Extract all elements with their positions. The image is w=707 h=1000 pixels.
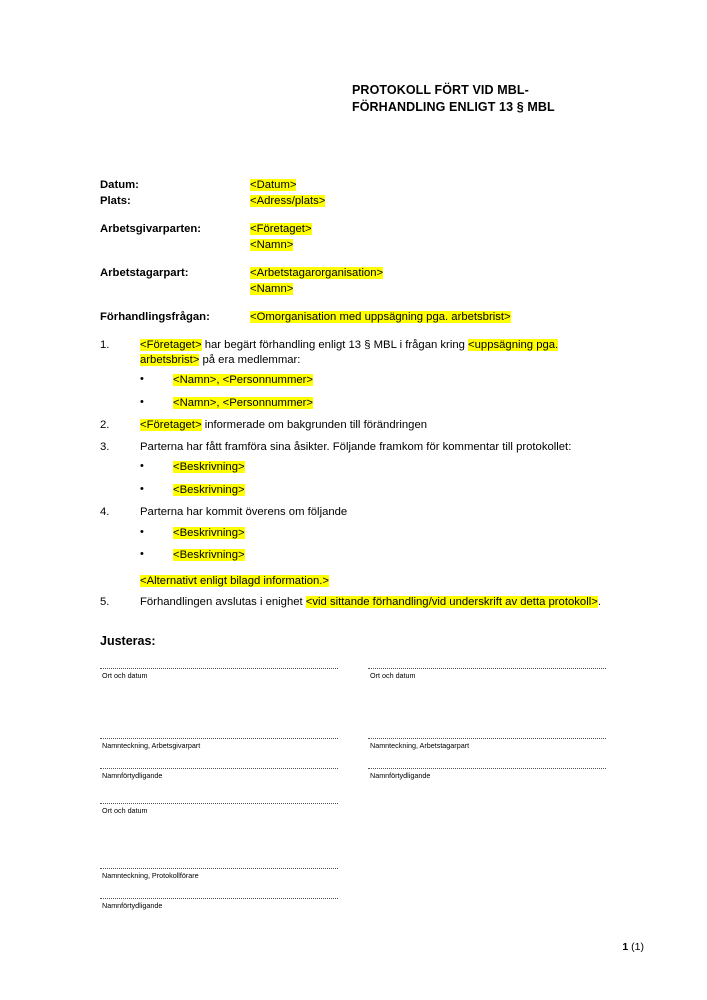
highlighted-placeholder: <Företaget> — [140, 419, 202, 431]
clause-item — [100, 505, 605, 588]
clause-text — [140, 595, 605, 610]
signature-caption: Namnteckning, Arbetsgivarpart — [102, 741, 201, 750]
metadata-value-group — [250, 178, 620, 194]
clause-text-run: informerade om bakgrunden till förändringen — [201, 419, 428, 431]
signature-caption: Ort och datum — [370, 671, 416, 680]
highlighted-placeholder: <Omorganisation med uppsägning pga. arbetsbrist> — [250, 311, 511, 323]
signature-field[interactable] — [100, 668, 338, 681]
clause-text-run: . — [597, 596, 601, 608]
highlighted-placeholder: <Beskrivning> — [173, 483, 245, 496]
signature-field[interactable] — [368, 738, 606, 751]
clause-text — [140, 505, 605, 520]
signature-field[interactable] — [100, 868, 338, 881]
list-item — [140, 483, 605, 498]
metadata-value-group — [250, 194, 620, 210]
clause-item — [100, 440, 605, 498]
numbered-clause-list — [100, 338, 605, 617]
clause-item — [100, 338, 605, 410]
clause-item — [100, 595, 605, 610]
clause-text — [140, 338, 605, 367]
footer-total-pages: (1) — [631, 941, 644, 953]
clause-number: 4. — [100, 506, 110, 518]
page-footer — [0, 941, 707, 953]
clause-item — [100, 418, 605, 433]
list-item — [140, 460, 605, 475]
clause-number: 5. — [100, 596, 110, 608]
signature-field[interactable] — [100, 768, 338, 781]
clause-alternative-note — [140, 574, 605, 589]
metadata-row — [100, 310, 620, 326]
highlighted-placeholder: <uppsägning pga. arbetsbrist> — [140, 339, 559, 366]
highlighted-placeholder: <vid sittande förhandling/vid underskrift av detta protokoll> — [305, 596, 598, 608]
clause-text-run: Parterna har fått framföra sina åsikter. Följande framkom för kommentar till protokollet: — [140, 440, 572, 453]
footer-current-page: 1 — [622, 941, 629, 953]
signature-section-heading: Justeras: — [100, 634, 156, 648]
clause-text — [140, 440, 605, 455]
metadata-row — [100, 222, 620, 253]
metadata-row — [100, 178, 620, 194]
clause-number: 2. — [100, 419, 110, 431]
metadata-value — [250, 178, 620, 194]
highlighted-placeholder: <Arbetstagarorganisation> — [250, 267, 384, 279]
highlighted-placeholder: <Adress/plats> — [250, 194, 326, 207]
signature-field[interactable] — [368, 768, 606, 781]
metadata-fields — [100, 178, 620, 326]
highlighted-placeholder: <Datum> — [250, 179, 297, 191]
list-item — [140, 396, 605, 411]
metadata-label: Förhandlingsfrågan: — [100, 311, 210, 323]
highlighted-placeholder: <Alternativt enligt bilagd information.> — [140, 574, 330, 587]
clause-bullet-list — [140, 460, 605, 497]
list-item — [140, 526, 605, 541]
document-title-line-1: PROTOKOLL FÖRT VID MBL- — [352, 83, 529, 97]
metadata-value — [250, 310, 620, 326]
document-title-line-2: FÖRHANDLING ENLIGT 13 § MBL — [352, 100, 555, 114]
metadata-value-group — [250, 310, 620, 326]
clause-bullet-list — [140, 373, 605, 410]
highlighted-placeholder: <Beskrivning> — [173, 526, 245, 539]
clause-text-run: Förhandlingen avslutas i enighet — [140, 596, 306, 608]
metadata-value-group — [250, 266, 620, 297]
clause-text-run: Parterna har kommit överens om följande — [140, 506, 348, 518]
signature-field[interactable] — [368, 668, 606, 681]
highlighted-placeholder: <Beskrivning> — [173, 461, 245, 473]
clause-text-run: har begärt förhandling enligt 13 § MBL i frågan kring — [201, 339, 469, 351]
signature-caption: Namnförtydligande — [102, 901, 163, 910]
signature-caption: Ort och datum — [102, 806, 148, 815]
highlighted-placeholder: <Namn> — [250, 282, 294, 295]
metadata-value — [250, 282, 620, 298]
metadata-value — [250, 222, 620, 238]
signature-caption: Namnförtydligande — [370, 771, 431, 780]
metadata-label: Arbetstagarpart: — [100, 267, 189, 279]
highlighted-placeholder: <Namn>, <Personnummer> — [173, 374, 314, 386]
signature-caption: Namnteckning, Protokollförare — [102, 871, 199, 880]
clause-bullet-list — [140, 526, 605, 563]
document-title — [352, 82, 652, 116]
metadata-value — [250, 194, 620, 210]
signature-field[interactable] — [100, 898, 338, 911]
list-item — [140, 548, 605, 563]
highlighted-placeholder: <Beskrivning> — [173, 549, 245, 561]
list-item — [140, 373, 605, 388]
metadata-value — [250, 238, 620, 254]
metadata-row — [100, 266, 620, 297]
metadata-label: Datum: — [100, 179, 139, 191]
metadata-value — [250, 266, 620, 282]
signature-caption: Namnförtydligande — [102, 771, 163, 780]
signature-caption: Namnteckning, Arbetstagarpart — [370, 741, 470, 750]
clause-text — [140, 418, 605, 433]
clause-number: 1. — [100, 339, 110, 351]
metadata-label: Arbetsgivarparten: — [100, 223, 202, 235]
signature-field[interactable] — [100, 803, 338, 816]
clause-number: 3. — [100, 440, 110, 453]
metadata-label: Plats: — [100, 194, 131, 207]
metadata-row — [100, 194, 620, 210]
signature-caption: Ort och datum — [102, 671, 148, 680]
clause-text-run: på era medlemmar: — [199, 353, 301, 366]
highlighted-placeholder: <Namn> — [250, 238, 294, 251]
highlighted-placeholder: <Namn>, <Personnummer> — [173, 396, 314, 409]
signature-field[interactable] — [100, 738, 338, 751]
metadata-value-group — [250, 222, 620, 253]
highlighted-placeholder: <Företaget> — [250, 223, 312, 235]
highlighted-placeholder: <Företaget> — [140, 339, 202, 351]
